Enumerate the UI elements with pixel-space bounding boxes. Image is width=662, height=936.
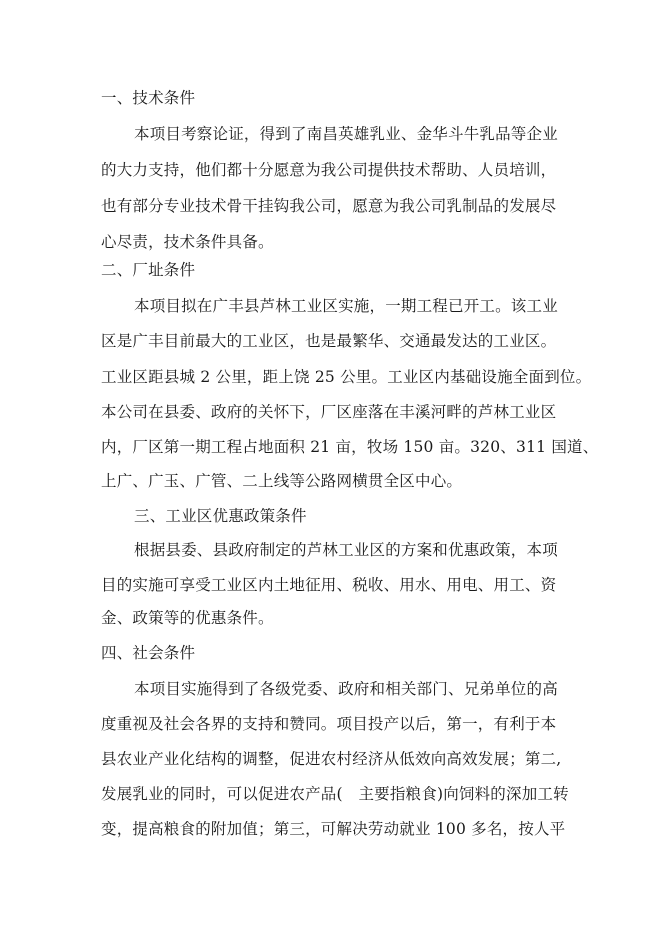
paragraph-line: 的大力支持，他们都十分愿意为我公司提供技术帮助、人员培训， bbox=[101, 161, 557, 179]
paragraph-line: 金、政策等的优惠条件。 bbox=[101, 609, 274, 627]
paragraph-line: 本公司在县委、政府的关怀下，厂区座落在丰溪河畔的芦林工业区 bbox=[101, 403, 557, 421]
paragraph-line: 变，提高粮食的附加值；第三，可解决劳动就业 100 多名，按人平 bbox=[101, 820, 566, 838]
paragraph-line: 县农业产业化结构的调整，促进农村经济从低效向高效发展；第二, bbox=[101, 750, 562, 768]
paragraph-line: 度重视及社会各界的支持和赞同。项目投产以后，第一，有利于本 bbox=[101, 715, 557, 733]
paragraph-line: 上广、广玉、广管、二上线等公路网横贯全区中心。 bbox=[101, 472, 463, 490]
section-heading: 二、厂址条件 bbox=[101, 261, 196, 279]
paragraph-line: 目的实施可享受工业区内土地征用、税收、用水、用电、用工、资 bbox=[101, 576, 557, 594]
paragraph-line: 根据县委、县政府制定的芦林工业区的方案和优惠政策，本项 bbox=[134, 541, 558, 559]
paragraph-line: 也有部分专业技术骨干挂钩我公司，愿意为我公司乳制品的发展尽 bbox=[101, 197, 557, 215]
paragraph-line: 内，厂区第一期工程占地面积 21 亩，牧场 150 亩。320、311 国道、 bbox=[101, 438, 599, 456]
paragraph-line: 本项目实施得到了各级党委、政府和相关部门、兄弟单位的高 bbox=[134, 680, 558, 698]
paragraph-line: 工业区距县城 2 公里，距上饶 25 公里。工业区内基础设施全面到位。 bbox=[101, 368, 592, 386]
section-heading: 一、技术条件 bbox=[101, 89, 196, 107]
paragraph-line: 本项目拟在广丰县芦林工业区实施，一期工程已开工。该工业 bbox=[134, 297, 558, 315]
paragraph-line: 心尽责，技术条件具备。 bbox=[101, 233, 274, 251]
section-heading: 三、工业区优惠政策条件 bbox=[134, 507, 307, 525]
paragraph-line: 本项目考察论证，得到了南昌英雄乳业、金华斗牛乳品等企业 bbox=[134, 125, 558, 143]
paragraph-line: 发展乳业的同时，可以促进农产品( 主要指粮食)向饲料的深加工转 bbox=[101, 785, 569, 803]
paragraph-line: 区是广丰目前最大的工业区，也是最繁华、交通最发达的工业区。 bbox=[101, 332, 557, 350]
section-heading: 四、社会条件 bbox=[101, 644, 196, 662]
